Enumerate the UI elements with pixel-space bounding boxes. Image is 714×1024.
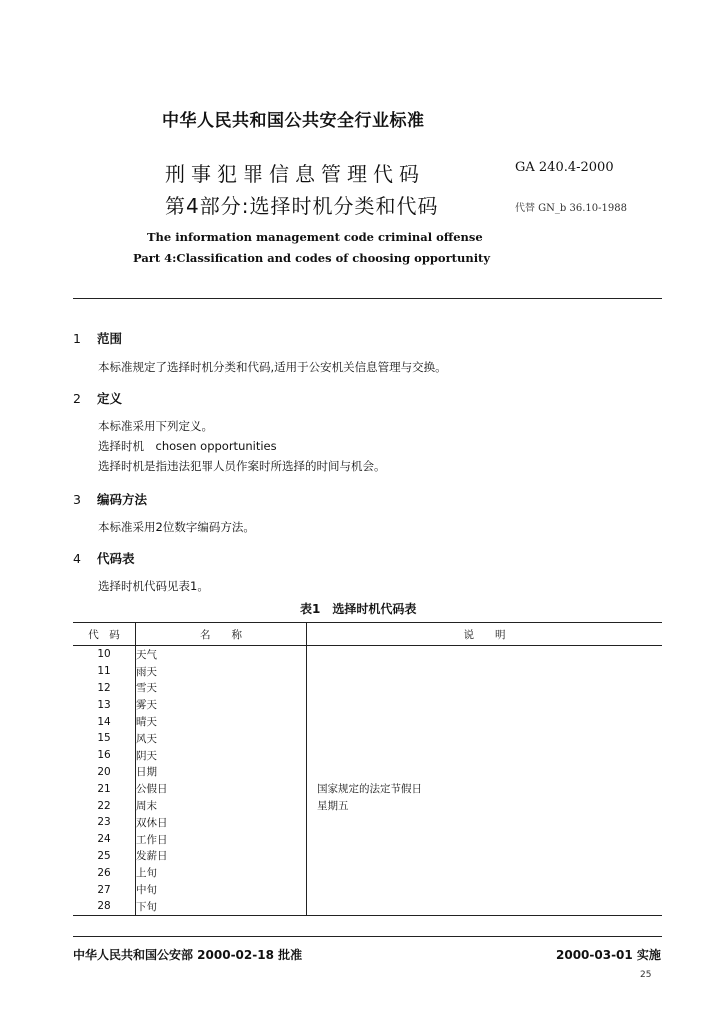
row-description	[307, 663, 663, 680]
row-name: 天气	[136, 646, 307, 663]
table-caption: 表1 选择时机代码表	[300, 602, 417, 616]
row-description	[307, 747, 663, 764]
row-code: 14	[73, 713, 136, 730]
section-title: 定义	[97, 391, 123, 406]
row-description	[307, 864, 663, 881]
row-code: 15	[73, 730, 136, 747]
section-1-paragraph: 本标准规定了选择时机分类和代码,适用于公安机关信息管理与交换。	[98, 360, 447, 374]
row-description	[307, 881, 663, 898]
row-name: 双休日	[136, 814, 307, 831]
table-body	[73, 646, 662, 916]
row-description	[307, 646, 663, 663]
section-2-term: 选择时机 chosen opportunities	[98, 439, 277, 453]
document-title-line-2: 第4部分:选择时机分类和代码	[165, 194, 439, 218]
section-title: 编码方法	[97, 492, 148, 507]
section-2-definition: 选择时机是指违法犯罪人员作案时所选择的时间与机会。	[98, 459, 386, 473]
row-code: 23	[73, 814, 136, 831]
row-name: 周末	[136, 797, 307, 814]
standard-code: GA 240.4-2000	[515, 160, 614, 175]
section-number: 2	[73, 391, 81, 406]
code-table	[73, 622, 662, 916]
table-row	[73, 696, 662, 713]
page-number: 25	[640, 970, 652, 980]
table-row	[73, 898, 662, 915]
row-name: 雪天	[136, 680, 307, 697]
table-row	[73, 881, 662, 898]
row-name: 工作日	[136, 831, 307, 848]
header-divider	[73, 298, 662, 299]
effective-date: 2000-03-01 实施	[556, 948, 661, 962]
row-code: 20	[73, 764, 136, 781]
section-title: 范围	[97, 331, 123, 346]
row-code: 25	[73, 848, 136, 865]
row-name: 风天	[136, 730, 307, 747]
row-code: 24	[73, 831, 136, 848]
table-header-row	[73, 623, 662, 646]
section-4-heading	[73, 549, 135, 567]
row-code: 10	[73, 646, 136, 663]
replaces-standard: 代替 GN_b 36.10-1988	[515, 203, 627, 214]
row-description	[307, 764, 663, 781]
table-row	[73, 780, 662, 797]
row-description	[307, 831, 663, 848]
table-row	[73, 663, 662, 680]
table-row	[73, 730, 662, 747]
table-row	[73, 848, 662, 865]
row-code: 11	[73, 663, 136, 680]
row-code: 28	[73, 898, 136, 915]
row-description	[307, 730, 663, 747]
row-code: 21	[73, 780, 136, 797]
row-name: 日期	[136, 764, 307, 781]
english-title-line-2: Part 4:Classification and codes of choosing opportunity	[133, 251, 491, 265]
section-number: 1	[73, 331, 81, 346]
row-name: 公假日	[136, 780, 307, 797]
row-description	[307, 848, 663, 865]
row-code: 26	[73, 864, 136, 881]
row-code: 12	[73, 680, 136, 697]
issuing-standard-heading: 中华人民共和国公共安全行业标准	[162, 111, 425, 131]
row-description	[307, 713, 663, 730]
table-row	[73, 864, 662, 881]
row-description: 国家规定的法定节假日	[317, 783, 422, 796]
table-row	[73, 797, 662, 814]
section-number: 3	[73, 492, 81, 507]
table-row	[73, 814, 662, 831]
section-2-paragraph-1: 本标准采用下列定义。	[98, 419, 213, 433]
approval-date: 中华人民共和国公安部 2000-02-18 批准	[73, 948, 303, 962]
row-name: 雾天	[136, 696, 307, 713]
row-name: 下旬	[136, 898, 307, 915]
table-row	[73, 646, 662, 663]
row-name: 晴天	[136, 713, 307, 730]
header-description: 说 明	[307, 623, 663, 646]
row-code: 22	[73, 797, 136, 814]
table-row	[73, 680, 662, 697]
section-1-heading	[73, 329, 122, 347]
table-row	[73, 831, 662, 848]
row-description	[307, 696, 663, 713]
row-name: 阴天	[136, 747, 307, 764]
row-name: 雨天	[136, 663, 307, 680]
row-code: 13	[73, 696, 136, 713]
header-code: 代 码	[73, 623, 136, 646]
footer-divider	[73, 936, 662, 937]
section-2-heading	[73, 389, 122, 407]
row-code: 27	[73, 881, 136, 898]
row-description	[307, 898, 663, 915]
table-row	[73, 764, 662, 781]
table-row	[73, 713, 662, 730]
row-description	[307, 814, 663, 831]
header-name: 名 称	[136, 623, 307, 646]
table-row	[73, 747, 662, 764]
document-title-line-1: 刑事犯罪信息管理代码	[165, 162, 425, 186]
row-name: 中旬	[136, 881, 307, 898]
english-title-line-1: The information management code criminal offense	[147, 230, 483, 244]
section-title: 代码表	[97, 551, 135, 566]
row-name: 上旬	[136, 864, 307, 881]
section-4-paragraph: 选择时机代码见表1。	[98, 579, 209, 593]
section-3-heading	[73, 490, 147, 508]
section-3-paragraph: 本标准采用2位数字编码方法。	[98, 520, 255, 534]
row-code: 16	[73, 747, 136, 764]
row-description: 星期五	[317, 800, 349, 813]
row-name: 发薪日	[136, 848, 307, 865]
section-number: 4	[73, 551, 81, 566]
row-description	[307, 680, 663, 697]
